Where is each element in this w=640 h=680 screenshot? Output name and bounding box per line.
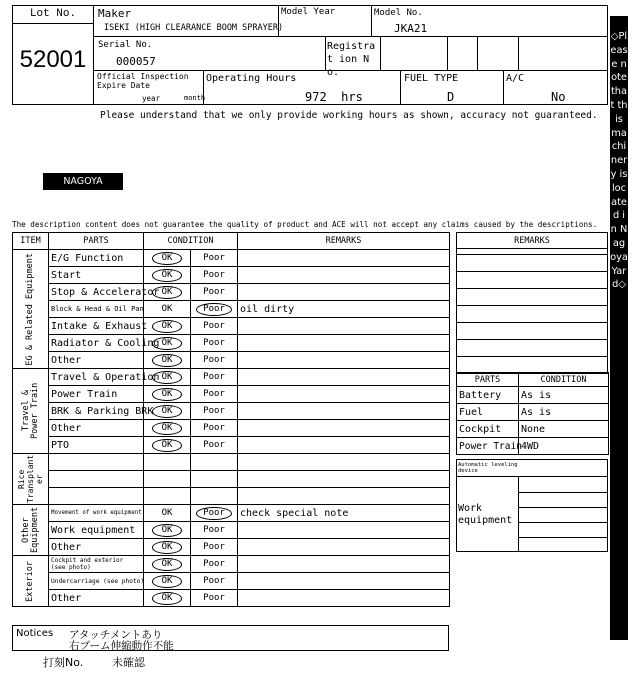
spec-table	[456, 372, 609, 455]
model-no-label: Model No.	[374, 8, 423, 18]
poor-mark: Poor	[191, 267, 238, 284]
table-row	[13, 301, 450, 318]
table-row	[13, 539, 450, 556]
ok-mark: OK	[152, 439, 183, 452]
table-row	[13, 420, 450, 437]
table-row	[13, 369, 450, 386]
header-item: ITEM	[13, 233, 49, 250]
part-start: Start	[49, 267, 144, 284]
notices-label: Notices	[16, 628, 54, 639]
ok-mark: OK	[152, 320, 183, 333]
part-undercarriage: Undercarriage (see photo)	[49, 573, 144, 590]
ok-mark: OK	[144, 301, 191, 318]
remark-start	[238, 267, 450, 284]
remark-equip-other	[238, 539, 450, 556]
side-remarks-header: REMARKS	[457, 233, 608, 249]
poor-mark: Poor	[191, 335, 238, 352]
part-travel-operation: Travel & Operation	[49, 369, 144, 386]
ac-label: A/C	[506, 73, 525, 84]
ok-mark: OK	[152, 286, 183, 299]
disclaimer: The description content does not guarantee the quality of product and ACE will not accept any claims caused by the descriptions.	[12, 220, 598, 229]
fuel-value: D	[447, 90, 455, 104]
ac-value: No	[551, 90, 566, 104]
hours-note: Please understand that we only provide working hours as shown, accuracy not guaranteed.	[100, 110, 598, 121]
lot-number: 52001	[19, 46, 87, 73]
table-row	[13, 488, 450, 505]
spec-condition-header: CONDITION	[519, 373, 609, 387]
header-remarks: REMARKS	[238, 233, 450, 250]
serial-value: 000057	[116, 55, 156, 68]
stamp-label: 打刻No.	[43, 656, 84, 669]
group-rice: Rice Transplant er	[13, 454, 49, 505]
stamp-value: 未確認	[112, 656, 145, 669]
spec-part: Cockpit	[457, 421, 519, 438]
remark-block-head: oil dirty	[238, 301, 450, 318]
notices-line2: 右ブーム伸縮動作不能	[69, 640, 174, 652]
work-equipment-label: Work equipment	[458, 503, 513, 526]
side-notice-strip	[610, 16, 628, 640]
table-row	[13, 284, 450, 301]
location-badge: NAGOYA	[43, 173, 123, 190]
remark-movement-work: check special note	[238, 505, 450, 522]
serial-label: Serial No.	[98, 40, 153, 50]
ok-mark: OK	[152, 541, 183, 554]
hours-label: Operating Hours	[206, 73, 297, 84]
poor-mark: Poor	[191, 352, 238, 369]
part-eg-function: E/G Function	[49, 250, 144, 267]
table-row	[13, 522, 450, 539]
ok-mark: OK	[152, 337, 183, 350]
part-intake-exhaust: Intake & Exhaust	[49, 318, 144, 335]
spec-condition: None	[519, 421, 609, 438]
ok-mark: OK	[152, 405, 183, 418]
poor-mark: Poor	[191, 369, 238, 386]
remark-undercarriage	[238, 573, 450, 590]
ok-mark: OK	[152, 592, 183, 605]
fuel-label: FUEL TYPE	[404, 73, 459, 84]
part-power-train: Power Train	[49, 386, 144, 403]
part-cockpit-exterior: Cockpit and exterior (see photo)	[49, 556, 144, 573]
ok-mark: OK	[152, 524, 183, 537]
group-eg: EG & Related Equipment	[13, 250, 49, 369]
spec-condition: As is	[519, 387, 609, 404]
ok-mark: OK	[152, 422, 183, 435]
remark-travel-other	[238, 420, 450, 437]
poor-mark: Poor	[191, 437, 238, 454]
group-travel: Travel & Power Train	[13, 369, 49, 454]
work-box	[456, 459, 608, 552]
table-row	[13, 556, 450, 573]
table-row	[13, 590, 450, 607]
ok-mark: OK	[152, 269, 183, 282]
ok-mark: OK	[152, 558, 183, 571]
table-row	[13, 471, 450, 488]
remark-stop-accelerator	[238, 284, 450, 301]
spec-parts-header: PARTS	[457, 373, 519, 387]
poor-mark: Poor	[191, 403, 238, 420]
poor-mark: Poor	[191, 386, 238, 403]
spec-condition: 4WD	[519, 438, 609, 455]
table-row	[457, 387, 609, 404]
poor-mark: Poor	[191, 250, 238, 267]
ok-mark: OK	[152, 252, 183, 265]
registration-label: Registrat ion No.	[327, 41, 376, 78]
ok-mark: OK	[152, 371, 183, 384]
poor-mark-circled: Poor	[196, 507, 232, 520]
poor-mark: Poor	[191, 522, 238, 539]
table-row	[13, 437, 450, 454]
remark-eg-function	[238, 250, 450, 267]
ok-mark: OK	[152, 575, 183, 588]
table-row	[13, 505, 450, 522]
side-remarks-table	[456, 232, 608, 374]
poor-mark: Poor	[191, 284, 238, 301]
ok-mark: OK	[152, 354, 183, 367]
header-condition: CONDITION	[144, 233, 238, 250]
poor-mark: Poor	[191, 420, 238, 437]
remark-cockpit-exterior	[238, 556, 450, 573]
part-brk-parking: BRK & Parking BRK	[49, 403, 144, 420]
part-travel-other: Other	[49, 420, 144, 437]
table-row	[457, 421, 609, 438]
part-eg-other: Other	[49, 352, 144, 369]
part-block-head: Block & Head & Oil Pan	[49, 301, 144, 318]
poor-mark: Poor	[191, 590, 238, 607]
remark-brk-parking	[238, 403, 450, 420]
remark-pto	[238, 437, 450, 454]
poor-mark: Poor	[191, 573, 238, 590]
group-other-equipment: Other Equipment	[13, 505, 49, 556]
month-label: month	[184, 94, 206, 102]
hours-value: 972 hrs	[305, 90, 363, 104]
poor-mark-circled: Poor	[196, 303, 232, 316]
table-row	[457, 404, 609, 421]
part-equip-other: Other	[49, 539, 144, 556]
table-row	[13, 267, 450, 284]
part-stop-accelerator: Stop & Accelerator	[49, 284, 144, 301]
remark-power-train	[238, 386, 450, 403]
poor-mark: Poor	[191, 539, 238, 556]
maker-label: Maker	[98, 7, 132, 20]
condition-table	[12, 232, 450, 607]
notices-box	[12, 625, 449, 651]
inspection-label: Official Inspection Expire Date	[97, 72, 189, 90]
part-pto: PTO	[49, 437, 144, 454]
table-row	[13, 352, 450, 369]
part-ext-other: Other	[49, 590, 144, 607]
table-row	[13, 403, 450, 420]
remark-radiator-cooling	[238, 335, 450, 352]
table-row	[13, 318, 450, 335]
lot-label: Lot No.	[13, 6, 93, 24]
group-exterior: Exterior	[13, 556, 49, 607]
leveling-label: Automatic leveling device	[458, 462, 518, 474]
remark-ext-other	[238, 590, 450, 607]
remark-eg-other	[238, 352, 450, 369]
spec-part: Battery	[457, 387, 519, 404]
part-movement-work: Movement of work equipment	[49, 505, 144, 522]
year-label: year	[142, 94, 161, 103]
side-notice-text: ◇Please note that this machinery is located in Nagoya Yard◇	[610, 31, 628, 291]
maker-value: ISEKI (HIGH CLEARANCE BOOM SPRAYER)	[104, 23, 284, 33]
ok-mark: OK	[144, 505, 191, 522]
spec-part: Fuel	[457, 404, 519, 421]
model-year-label: Model Year	[281, 7, 336, 17]
notices-line1: アタッチメントあり	[69, 629, 163, 641]
spec-condition: As is	[519, 404, 609, 421]
part-radiator-cooling: Radiator & Cooling	[49, 335, 144, 352]
table-row	[13, 250, 450, 267]
lot-box	[12, 5, 94, 105]
table-row	[13, 573, 450, 590]
table-row	[13, 335, 450, 352]
poor-mark: Poor	[191, 556, 238, 573]
spec-part: Power Train	[457, 438, 519, 455]
poor-mark: Poor	[191, 318, 238, 335]
ok-mark: OK	[152, 388, 183, 401]
remark-work-equipment	[238, 522, 450, 539]
remark-travel-operation	[238, 369, 450, 386]
table-row	[13, 386, 450, 403]
model-no-value: JKA21	[394, 22, 428, 35]
table-row	[13, 454, 450, 471]
part-work-equipment: Work equipment	[49, 522, 144, 539]
remark-intake-exhaust	[238, 318, 450, 335]
header-parts: PARTS	[49, 233, 144, 250]
table-row	[457, 438, 609, 455]
